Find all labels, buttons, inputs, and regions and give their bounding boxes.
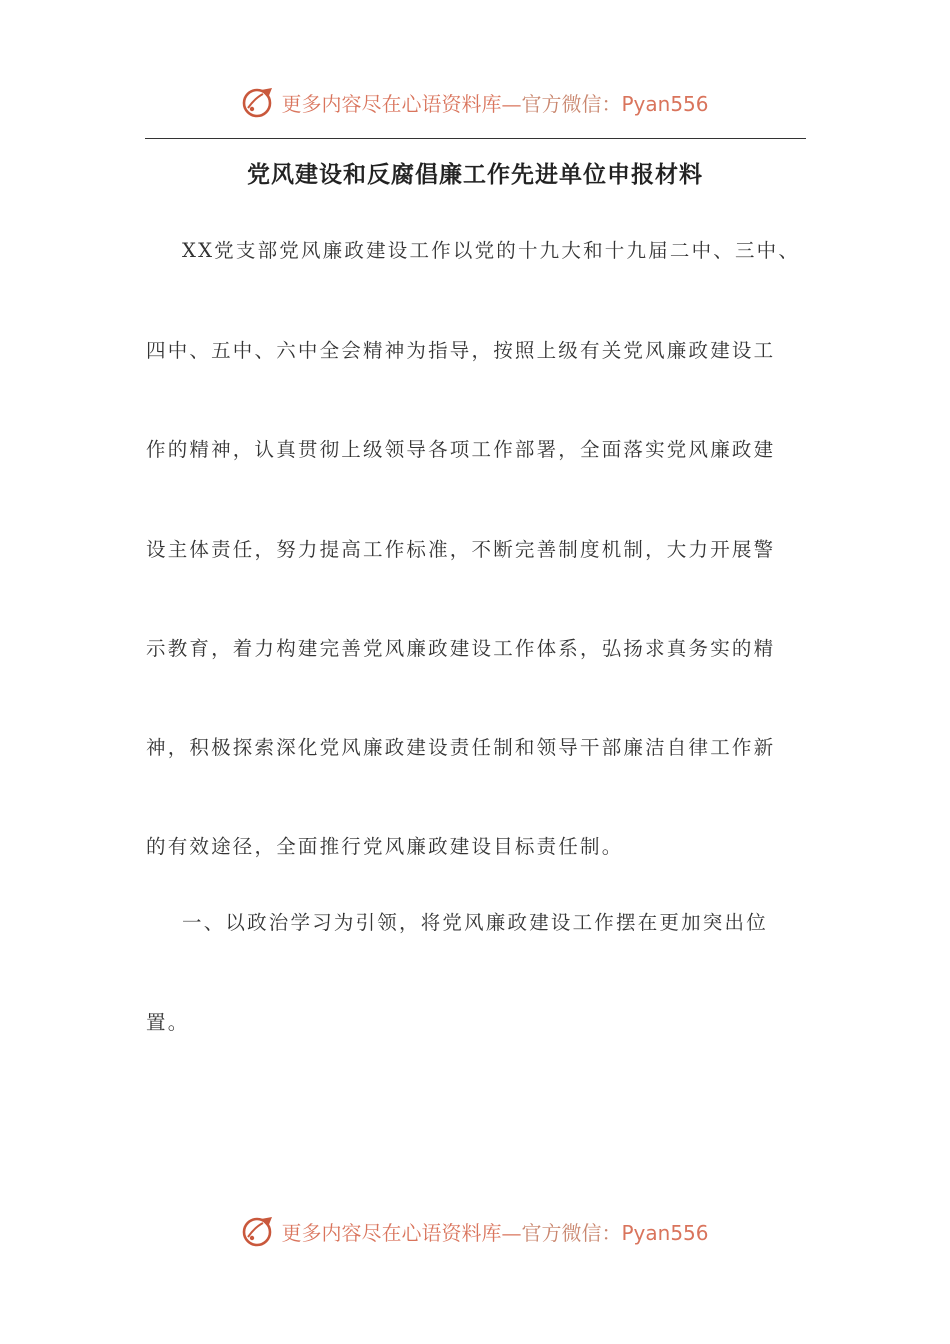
banner-wechat-id: Pyan556 [621, 1220, 709, 1245]
banner-main-text: 更多内容尽在心语资料库 [281, 1220, 502, 1245]
banner-text [281, 88, 708, 117]
pen-logo-icon [241, 1213, 277, 1249]
banner-dash: — [501, 91, 522, 116]
banner-main-text: 更多内容尽在心语资料库 [281, 91, 502, 116]
paragraph-line: 四中、五中、六中全会精神为指导，按照上级有关党风廉政建设工 [146, 339, 776, 362]
paragraph-line: 示教育，着力构建完善党风廉政建设工作体系，弘扬求真务实的精 [146, 637, 776, 660]
header-watermark-banner [0, 82, 950, 122]
footer-watermark-banner [0, 1211, 950, 1251]
banner-text [281, 1217, 708, 1246]
header-divider [145, 138, 806, 139]
section-heading-line: 一、以政治学习为引领，将党风廉政建设工作摆在更加突出位 [182, 911, 768, 934]
paragraph-line: 作的精神，认真贯彻上级领导各项工作部署，全面落实党风廉政建 [146, 438, 776, 461]
document-title: 党风建设和反腐倡廉工作先进单位申报材料 [247, 161, 703, 188]
pen-logo-icon [241, 84, 277, 120]
banner-official-label: 官方微信： [521, 91, 622, 116]
paragraph-line: 设主体责任，努力提高工作标准，不断完善制度机制，大力开展警 [146, 538, 776, 561]
paragraph-line: 神，积极探索深化党风廉政建设责任制和领导干部廉洁自律工作新 [146, 736, 776, 759]
paragraph-line: XX党支部党风廉政建设工作以党的十九大和十九届二中、三中、 [182, 239, 801, 262]
section-heading-line: 置。 [146, 1011, 190, 1034]
paragraph-line: 的有效途径，全面推行党风廉政建设目标责任制。 [146, 835, 624, 858]
banner-dash: — [501, 1220, 522, 1245]
banner-wechat-id: Pyan556 [621, 91, 709, 116]
banner-official-label: 官方微信： [521, 1220, 622, 1245]
